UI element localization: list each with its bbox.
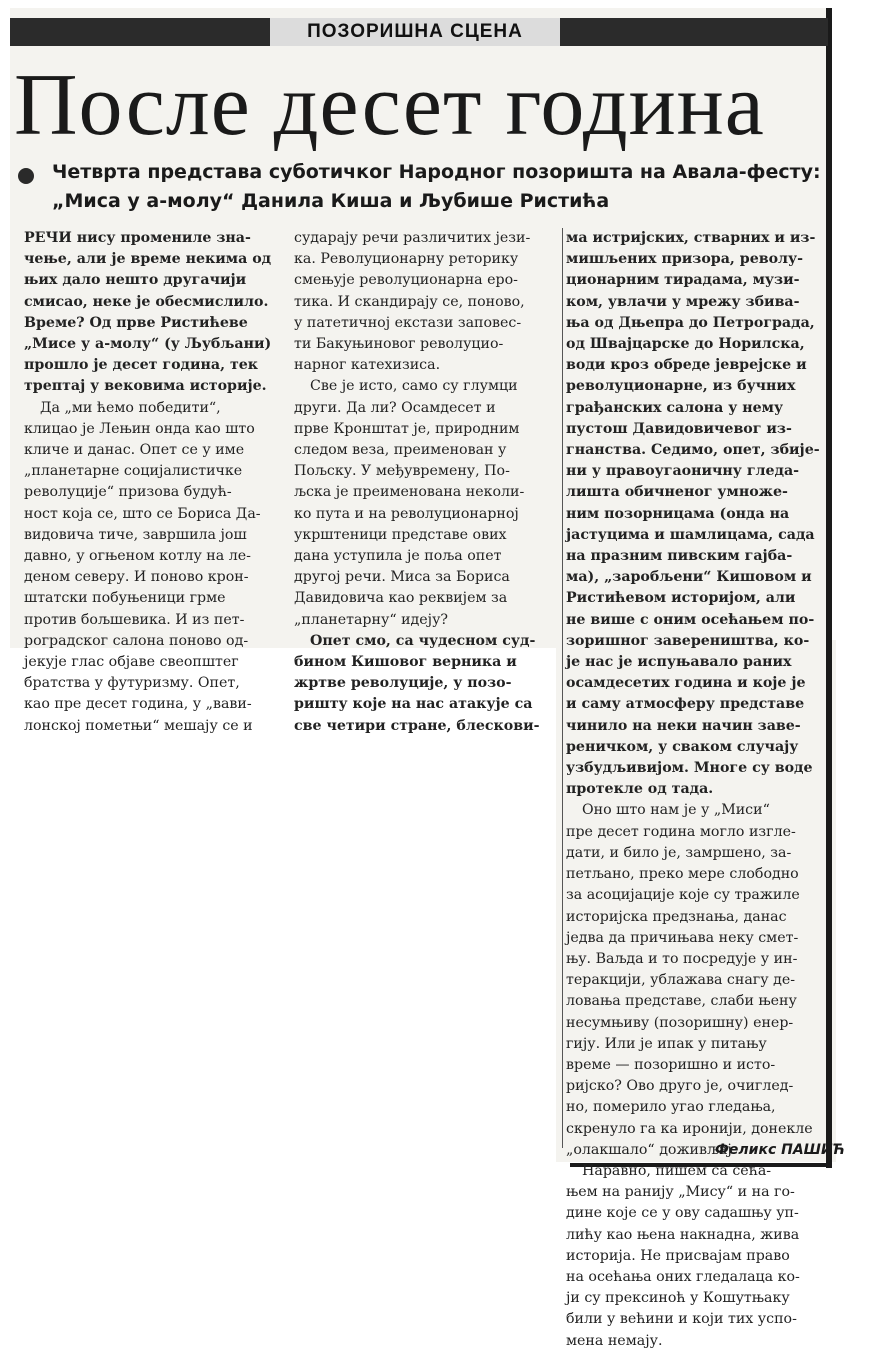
article-line: видовича тиче, завршила још bbox=[24, 526, 247, 543]
article-line: „планетарне социјалистичке bbox=[24, 463, 243, 480]
article-line: њих дало нешто другачији bbox=[24, 272, 247, 289]
article-line: и саму атмосферу представе bbox=[566, 696, 805, 713]
column-separator bbox=[562, 228, 563, 1148]
article-line: историја. Не присвајам право bbox=[566, 1247, 790, 1264]
article-column-2 bbox=[294, 228, 556, 737]
article-line: „Мисе у а-молу“ (у Љубљани) bbox=[24, 336, 272, 353]
article-line: „планетарну“ идеју? bbox=[294, 611, 449, 628]
article-line: од Швајцарске до Норилска, bbox=[566, 336, 805, 353]
article-line: осамдесетих година и које је bbox=[566, 675, 806, 692]
article-line: трептај у вековима историје. bbox=[24, 378, 267, 395]
subheadline-line: Четврта представа суботичког Народног позоришта на Авала-фесту: bbox=[52, 161, 821, 183]
article-line: пустош Давидовичевог из- bbox=[566, 420, 792, 437]
article-line: нарног катехизиса. bbox=[294, 357, 441, 374]
article-line: сударају речи различитих јези- bbox=[294, 230, 531, 246]
article-line: кличе и данас. Опет се у име bbox=[24, 442, 245, 459]
article-line: јастуцима и шамлицама, сада bbox=[566, 526, 815, 543]
article-line: били у већини и који тих успо- bbox=[566, 1311, 797, 1328]
article-line: други. Да ли? Осамдесет и bbox=[294, 399, 496, 416]
article-line: „олакшало“ доживљај. bbox=[566, 1141, 737, 1158]
article-column-1 bbox=[24, 228, 286, 737]
article-line: време — позоришно и исто- bbox=[566, 1056, 776, 1073]
article-line: за асоцијације које су тражиле bbox=[566, 887, 800, 904]
article-line: као пре десет година, у „вави- bbox=[24, 696, 252, 713]
article-line: прве Кронштат је, природним bbox=[294, 420, 520, 437]
article-line: на осећања оних гледалаца ко- bbox=[566, 1268, 800, 1285]
article-line: њу. Ваљда и то посредује у ин- bbox=[566, 950, 798, 967]
headline: После десет година bbox=[14, 57, 765, 154]
article-line: Пољску. У међувремену, По- bbox=[294, 463, 510, 480]
article-line: штатски побуњеници грме bbox=[24, 590, 226, 607]
section-label: ПОЗОРИШНА СЦЕНА bbox=[270, 18, 560, 46]
article-line: пре десет година могло изгле- bbox=[566, 823, 796, 840]
article-line: смењује револуционарна еро- bbox=[294, 272, 518, 289]
article-line: бином Кишовог верника и bbox=[294, 654, 517, 671]
article-line: лишта обичненог умножe- bbox=[566, 484, 788, 501]
article-line: ка. Револуционарну реторику bbox=[294, 251, 519, 268]
article-line: ловања представе, слаби њену bbox=[566, 993, 797, 1010]
article-line: ком, увлачи у мрежу збива- bbox=[566, 293, 800, 310]
article-line: води кроз обреде јеврејске и bbox=[566, 357, 807, 374]
author-signature: Феликс ПАШИЋ bbox=[715, 1142, 845, 1158]
article-line: њем на ранију „Мису“ и на го- bbox=[566, 1184, 795, 1201]
article-line: све четири стране, блескови- bbox=[294, 717, 540, 734]
article-line: узбудљивијом. Многе су воде bbox=[566, 760, 813, 777]
article-line: ма), „заробљени“ Кишовом и bbox=[566, 569, 812, 586]
article-line: деном северу. И поново крон- bbox=[24, 569, 249, 586]
article-line: Наравно, пишем са сећа- bbox=[582, 1162, 772, 1179]
article-line: теракцији, ублажава снагу де- bbox=[566, 972, 796, 989]
article-line: укрштеници представе ових bbox=[294, 526, 507, 543]
article-line: лићу као њена накнадна, жива bbox=[566, 1226, 800, 1243]
article-line: смисао, неке је обесмислило. bbox=[24, 293, 269, 310]
article-line: Давидовича као реквијем за bbox=[294, 590, 508, 607]
article-line: Време? Од прве Ристићеве bbox=[24, 314, 248, 331]
article-line: мена немају. bbox=[566, 1332, 663, 1349]
article-line: Ристићевом историјом, али bbox=[566, 590, 796, 607]
article-line: давно, у огњеном котлу на ле- bbox=[24, 548, 251, 565]
article-line: чинило на неки начин заве- bbox=[566, 717, 801, 734]
subheadline-line: „Миса у а-молу“ Данила Киша и Љубише Ристића bbox=[52, 190, 610, 212]
article-line: ционарним тирадама, музи- bbox=[566, 272, 800, 289]
article-line: ји су прексиноћ у Кошутњаку bbox=[566, 1290, 790, 1307]
article-line: ност која се, што се Бориса Да- bbox=[24, 505, 261, 522]
article-line: следом веза, преименован у bbox=[294, 442, 507, 459]
bullet-icon bbox=[18, 168, 34, 184]
article-line: РЕЧИ нису промениле зна- bbox=[24, 230, 251, 246]
article-line: јекује глас објаве свеопштег bbox=[24, 654, 239, 671]
article-line: грађанских салона у нему bbox=[566, 399, 784, 416]
article-line: Све је исто, само су глумци bbox=[310, 378, 518, 395]
article-line: лонској пометњи“ мешају се и bbox=[24, 717, 253, 734]
article-line: петљано, преко мере слободно bbox=[566, 866, 799, 883]
article-line: гију. Или је ипак у питању bbox=[566, 1035, 767, 1052]
article-line: љска је преименована неколи- bbox=[294, 484, 525, 501]
article-line: но, померило угао гледања, bbox=[566, 1099, 776, 1116]
article-line: ма истријских, стварних и из- bbox=[566, 230, 816, 246]
article-line: револуције“ призова будућ- bbox=[24, 484, 232, 501]
article-line: је нас је испуњавало раних bbox=[566, 654, 792, 671]
article-line: зоришног завереништва, ко- bbox=[566, 632, 810, 649]
article-line: историјска предзнања, данас bbox=[566, 908, 787, 925]
article-line: гнанства. Седимо, опет, збије- bbox=[566, 442, 820, 459]
article-line: једва да причињава неку смет- bbox=[566, 929, 799, 946]
article-line: ришту које на нас атакује са bbox=[294, 696, 533, 713]
article-line: на празним пивским гајба- bbox=[566, 548, 793, 565]
article-line: жртве револуције, у позо- bbox=[294, 675, 512, 692]
article-line: против бољшевика. И из пет- bbox=[24, 611, 245, 628]
article-line: другој речи. Миса за Бориса bbox=[294, 569, 510, 586]
article-column-3 bbox=[566, 228, 828, 1352]
article-line: скренуло га ка иронији, донекле bbox=[566, 1120, 813, 1137]
article-line: дана уступила је поља опет bbox=[294, 548, 502, 565]
article-line: у патетичној екстази заповес- bbox=[294, 314, 522, 331]
article-line: прошло је десет година, тек bbox=[24, 357, 259, 374]
article-line: ни у правоугаоничну гледа- bbox=[566, 463, 800, 480]
article-line: реничком, у сваком случају bbox=[566, 738, 799, 755]
article-line: ти Бакуњиновог револуцио- bbox=[294, 336, 504, 353]
article-line: несумњиву (позоришну) енер- bbox=[566, 1014, 794, 1031]
article-line: ријско? Ово друго је, очиглед- bbox=[566, 1078, 794, 1095]
article-line: протекле од тада. bbox=[566, 781, 714, 798]
article-line: дати, и било је, замршено, за- bbox=[566, 844, 792, 861]
article-line: дине које се у ову садашњу уп- bbox=[566, 1205, 799, 1222]
article-line: чење, али је време некима од bbox=[24, 251, 272, 268]
article-line: не више с оним осећањем по- bbox=[566, 611, 815, 628]
article-line: ња од Дњепра до Петрограда, bbox=[566, 314, 815, 331]
article-line: Опет смо, са чудесном суд- bbox=[310, 632, 536, 649]
subheadline bbox=[52, 158, 822, 216]
article-line: братства у футуризму. Опет, bbox=[24, 675, 240, 692]
article-line: роградског салона поново од- bbox=[24, 632, 249, 649]
article-line: ним позорницама (онда на bbox=[566, 505, 790, 522]
article-line: мишљених призора, револу- bbox=[566, 251, 804, 268]
article-line: тика. И скандирају се, поново, bbox=[294, 293, 525, 310]
article-line: Да „ми ћемо победити“, bbox=[40, 399, 221, 416]
article-line: револуционарне, из бучних bbox=[566, 378, 796, 395]
article-line: клицао је Лењин онда као што bbox=[24, 420, 255, 437]
article-line: ко пута и на револуционарној bbox=[294, 505, 519, 522]
article-line: Оно што нам је у „Миси“ bbox=[582, 802, 770, 819]
